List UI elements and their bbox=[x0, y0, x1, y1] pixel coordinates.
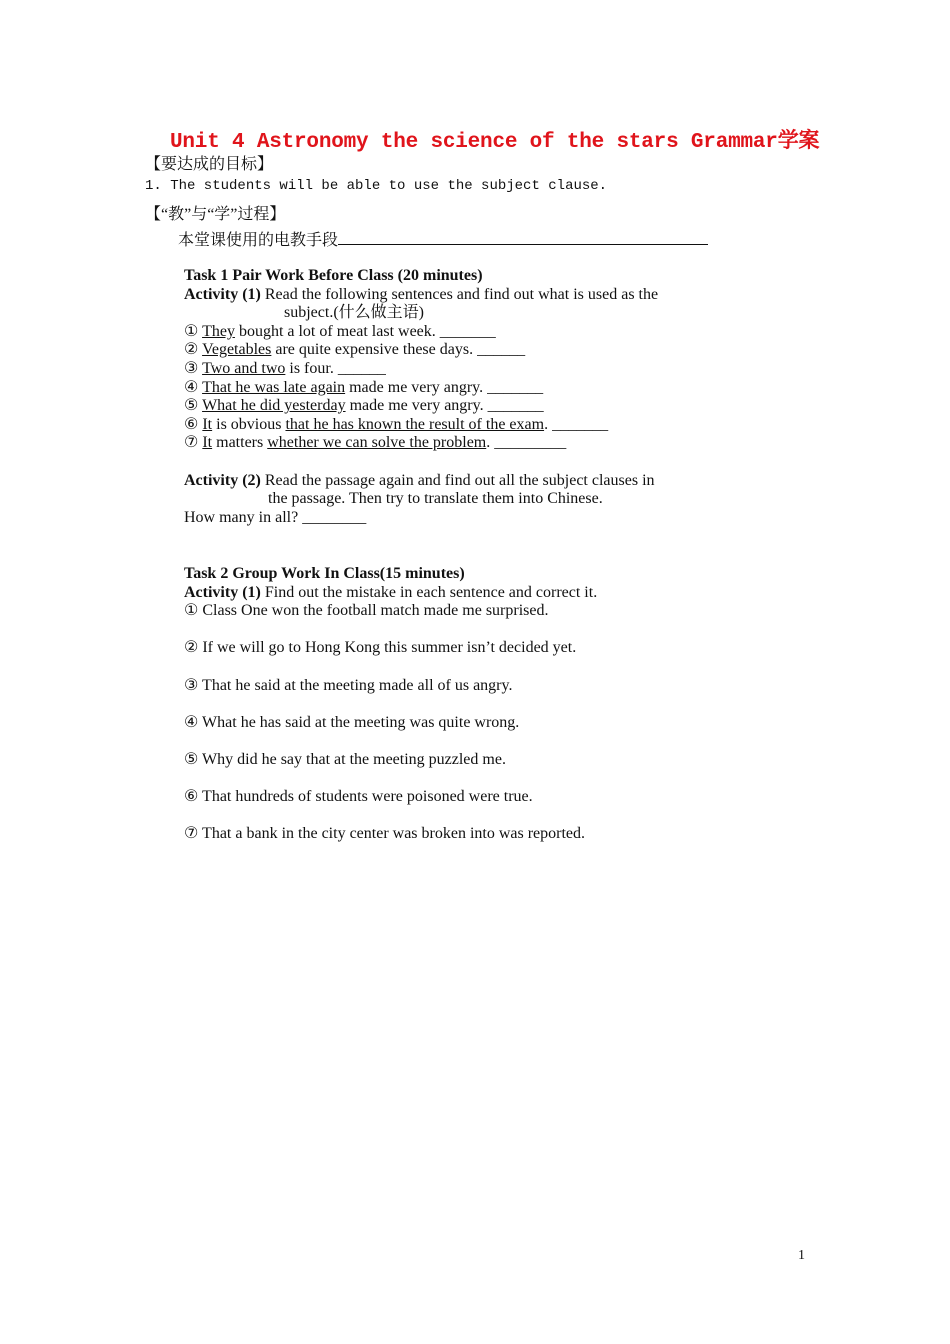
underlined-subject: It bbox=[202, 415, 213, 433]
underlined-subject: What he did yesterday bbox=[202, 397, 346, 415]
underlined-subject: Two and two bbox=[202, 359, 286, 377]
underlined-subject: That he was late again bbox=[202, 378, 346, 396]
spacer bbox=[184, 732, 597, 751]
error-sentence: ③ That he said at the meeting made all of us angry. bbox=[184, 676, 513, 694]
error-sentence: ⑤ Why did he say that at the meeting puzzled me. bbox=[184, 750, 506, 768]
sentence-row bbox=[184, 341, 658, 360]
task1-activity2 bbox=[184, 472, 658, 491]
task1-heading: Task 1 Pair Work Before Class (20 minutes) bbox=[184, 267, 483, 284]
spacer bbox=[184, 807, 597, 826]
goals-heading: 【要达成的目标】 bbox=[145, 156, 274, 173]
item-number: ④ bbox=[184, 378, 199, 396]
tools-blank[interactable] bbox=[338, 230, 708, 245]
task1-activity1-cont: subject.(什么做主语) bbox=[284, 304, 424, 322]
activity-label: Activity (2) bbox=[184, 471, 261, 489]
spacer bbox=[184, 453, 658, 472]
activity-text: Read the passage again and find out all the subject clauses in bbox=[260, 471, 655, 489]
goal-item: 1. The students will be able to use the subject clause. bbox=[145, 178, 608, 194]
task2-heading: Task 2 Group Work In Class(15 minutes) bbox=[184, 565, 465, 582]
error-sentence: ① Class One won the football match made me surprised. bbox=[184, 602, 549, 620]
activity-text: Find out the mistake in each sentence and correct it. bbox=[260, 583, 598, 601]
error-sentence: ⑥ That hundreds of students were poisoned were true. bbox=[184, 788, 533, 806]
task2-section bbox=[184, 565, 597, 844]
task1-activity2-cont: the passage. Then try to translate them into Chinese. bbox=[268, 490, 603, 508]
task1-section bbox=[184, 267, 658, 527]
how-many-line: How many in all? ________ bbox=[184, 508, 367, 526]
sentence-row bbox=[184, 416, 658, 435]
task2-activity1 bbox=[184, 584, 597, 603]
sentence-rest: made me very angry. _______ bbox=[345, 378, 544, 396]
sentence-rest: . _________ bbox=[486, 434, 567, 452]
sentence-row bbox=[184, 434, 658, 453]
spacer bbox=[184, 770, 597, 789]
activity-label: Activity (1) bbox=[184, 583, 261, 601]
underlined-subject: They bbox=[202, 322, 235, 340]
item-number: ① bbox=[184, 322, 199, 340]
error-sentence: ⑦ That a bank in the city center was broken into was reported. bbox=[184, 825, 586, 843]
sentence-row bbox=[184, 323, 658, 342]
item-number: ⑦ bbox=[184, 434, 199, 452]
sentence-mid: matters bbox=[212, 434, 268, 452]
sentence-rest: bought a lot of meat last week. _______ bbox=[234, 322, 496, 340]
item-number: ② bbox=[184, 341, 199, 359]
tools-line bbox=[178, 227, 708, 250]
item-number: ⑥ bbox=[184, 415, 199, 433]
sentence-rest: . _______ bbox=[544, 415, 609, 433]
sentence-rest: is four. ______ bbox=[285, 359, 386, 377]
error-sentence: ④ What he has said at the meeting was quite wrong. bbox=[184, 713, 520, 731]
page-number: 1 bbox=[798, 1248, 805, 1263]
underlined-subject: It bbox=[202, 434, 213, 452]
task1-activity1 bbox=[184, 286, 658, 305]
spacer bbox=[184, 621, 597, 640]
tools-label: 本堂课使用的电教手段 bbox=[178, 232, 339, 249]
process-heading: 【“教”与“学”过程】 bbox=[145, 206, 286, 223]
underlined-subject: Vegetables bbox=[202, 341, 272, 359]
activity-label: Activity (1) bbox=[184, 285, 261, 303]
activity-text: Read the following sentences and find out what is used as the bbox=[260, 285, 659, 303]
sentence-row bbox=[184, 379, 658, 398]
sentence-row bbox=[184, 397, 658, 416]
sentence-rest: made me very angry. _______ bbox=[345, 397, 544, 415]
sentence-row bbox=[184, 360, 658, 379]
spacer bbox=[184, 658, 597, 677]
item-number: ⑤ bbox=[184, 397, 199, 415]
underlined-clause: whether we can solve the problem bbox=[267, 434, 487, 452]
item-number: ③ bbox=[184, 359, 199, 377]
sentence-mid: is obvious bbox=[212, 415, 286, 433]
underlined-clause: that he has known the result of the exam bbox=[285, 415, 545, 433]
sentence-rest: are quite expensive these days. ______ bbox=[271, 341, 526, 359]
page-title: Unit 4 Astronomy the science of the stars Grammar学案 bbox=[170, 131, 820, 154]
error-sentence: ② If we will go to Hong Kong this summer isn’t decided yet. bbox=[184, 639, 577, 657]
spacer bbox=[184, 695, 597, 714]
